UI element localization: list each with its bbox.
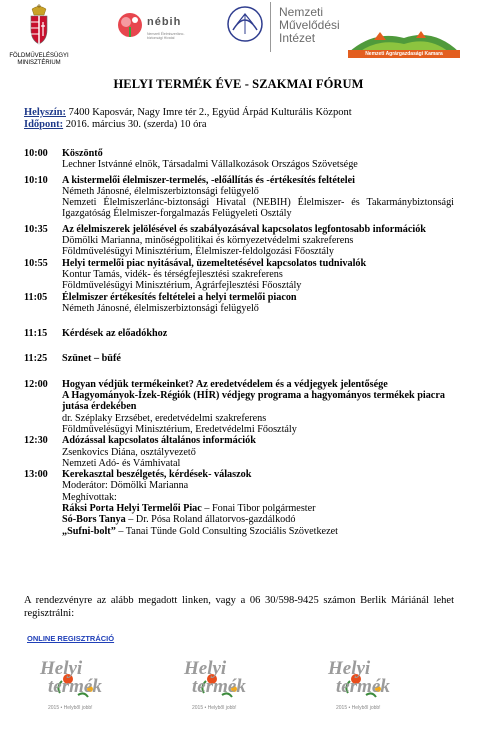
program-speaker: Zsenkovics Diána, osztályvezető (62, 446, 196, 458)
program-speaker: Kontur Tamás, vidék- és térségfejlesztési szakreferens (62, 268, 283, 280)
program-item (24, 148, 454, 171)
program-subtitle: A Hagyományok-Ízek-Régiók (HÍR) védjegy programa a hagyományos termékek piacra jutása érdekében (62, 390, 445, 413)
online-registration-link[interactable]: ONLINE REGISZTRÁCIÓ (27, 634, 115, 643)
program-speaker: Németh Jánosné, élelmiszerbiztonsági felügyelő (62, 302, 259, 314)
hungarian-coat-of-arms-icon (5, 4, 73, 48)
helyi-termek-line2: termék (48, 676, 102, 697)
program-item (24, 328, 454, 339)
date-label: Időpont: (24, 119, 64, 130)
program-time: 10:55 (24, 257, 48, 269)
helyi-termek-logo (326, 657, 416, 721)
date-value: 2016. március 30. (szerda) 10 óra (65, 119, 207, 130)
program-time: 11:25 (24, 353, 48, 365)
guest-item: Ráksi Porta Helyi Termelői Piac – Fonai Tibor polgármester (62, 503, 316, 515)
helyi-termek-line1: Helyi (184, 658, 227, 679)
program-speaker: Németh Jánosné, élelmiszerbiztonsági felügyelő (62, 185, 259, 197)
venue-value: 7400 Kaposvár, Nagy Imre tér 2., Együd Árpád Kulturális Központ (68, 107, 352, 118)
helyi-termek-tagline: 2015 • Helyből jobb! (48, 705, 93, 711)
helyi-termek-line1: Helyi (328, 658, 371, 679)
nebih-wordmark: nébih (147, 16, 182, 28)
program-list (24, 148, 454, 537)
nebih-flower-icon (115, 10, 145, 40)
guest-item: Só-Bors Tanya – Dr. Pósa Roland állatorvos-gazdálkodó (62, 514, 296, 526)
program-item (24, 175, 454, 220)
guest-item: „Sufni-bolt” – Tanai Tünde Gold Consulting Szociális Szövetkezet (62, 525, 338, 537)
program-organization: Földművelésügyi Minisztérium, Élelmiszer-feldolgozási Főosztály (62, 246, 334, 258)
program-organization: Nemzeti Élelmiszerlánc-biztonsági Hivatal (NEBIH) Élelmiszer- és Takarmánybiztonsági Igazgatóság Élelmiszer-forgalmazás Felügyeleti Osztály (62, 197, 454, 220)
helyi-termek-line2: termék (336, 676, 390, 697)
program-title: Hogyan védjük termékeinket? Az eredetvédelem és a védjegyek jelentősége (62, 378, 388, 390)
date-row (24, 119, 207, 130)
program-speaker: dr. Széplaky Erzsébet, eredetvédelmi szakreferens (62, 412, 267, 424)
program-time: 11:15 (24, 328, 48, 340)
helyi-termek-tagline: 2015 • Helyből jobb! (192, 705, 237, 711)
venue-row (24, 107, 352, 118)
program-item (24, 435, 454, 469)
helyi-termek-tagline: 2015 • Helyből jobb! (336, 705, 381, 711)
nebih-subtitle: Nemzeti Élelmiszerlánc-biztonsági Hivatal (147, 32, 185, 40)
program-item (24, 292, 454, 315)
nmi-logo (270, 2, 349, 52)
nak-caption: Nemzeti Agrárgazdasági Kamara (365, 51, 443, 57)
logo-strip (0, 0, 477, 66)
program-title: Szünet – büfé (62, 353, 121, 365)
program-time: 10:10 (24, 174, 48, 186)
page-title: HELYI TERMÉK ÉVE - SZAKMAI FÓRUM (113, 77, 364, 91)
program-title: Élelmiszer értékesítés feltételei a helyi termelői piacon (62, 291, 297, 303)
program-title: Helyi termelői piac nyitásával, üzemeltetésével kapcsolatos tudnivalók (62, 257, 367, 269)
program-organization: Földművelésügyi Minisztérium, Eredetvédelmi Főosztály (62, 423, 297, 435)
program-item (24, 224, 454, 258)
fm-logo (5, 4, 73, 67)
program-title: Kérdések az előadókhoz (62, 328, 168, 340)
nmi-emblem-icon (225, 4, 265, 44)
program-time: 11:05 (24, 291, 48, 303)
fm-caption: FÖLDMŰVELÉSÜGYI MINISZTÉRIUM (9, 53, 69, 66)
program-item (24, 379, 454, 435)
program-title: Adózással kapcsolatos általános információk (62, 435, 256, 447)
program-time: 12:00 (24, 378, 48, 390)
nmi-line-2: Művelődési (279, 18, 340, 32)
helyi-termek-logo (182, 657, 272, 721)
program-title: Kerekasztal beszélgetés, kérdések- válaszok (62, 469, 252, 481)
program-time: 10:00 (24, 148, 48, 159)
program-item (24, 353, 454, 364)
helyi-termek-logo (38, 657, 128, 721)
nmi-emblem (225, 4, 265, 49)
program-invitees-label: Meghívottak: (62, 491, 117, 503)
program-organization: Nemzeti Adó- és Vámhivatal (62, 457, 181, 469)
nmi-line-3: Intézet (279, 31, 316, 45)
program-speaker: Dömölki Marianna, minőségpolitikai és környezetvédelmi szakreferens (62, 235, 354, 247)
program-title: A kistermelői élelmiszer-termelés, -előállítás és -értékesítés feltételei (62, 174, 355, 186)
nmi-line-1: Nemzeti (279, 5, 324, 19)
program-item (24, 469, 454, 537)
program-organization: Földművelésügyi Minisztérium, Agrárfejlesztési Főosztály (62, 280, 302, 292)
program-speaker: Lechner Istvánné elnök, Társadalmi Vállalkozások Országos Szövetsége (62, 159, 358, 171)
helyi-termek-line2: termék (192, 676, 246, 697)
program-item (24, 258, 454, 292)
program-title: Köszöntő (62, 148, 103, 159)
program-title: Az élelmiszerek jelölésével és szabályozásával kapcsolatos legfontosabb információk (62, 223, 426, 235)
program-time: 10:35 (24, 223, 48, 235)
program-time: 12:30 (24, 435, 48, 447)
program-moderator: Moderátor: Dömölki Marianna (62, 480, 189, 492)
helyi-termek-line1: Helyi (40, 658, 83, 679)
venue-label: Helyszín: (24, 107, 66, 118)
nak-logo (344, 20, 464, 65)
registration-note: A rendezvényre az alább megadott linken, vagy a 06 30/598-9425 számon Berlik Máriánál lehet regisztrálni: (24, 595, 454, 619)
program-time: 13:00 (24, 469, 48, 481)
